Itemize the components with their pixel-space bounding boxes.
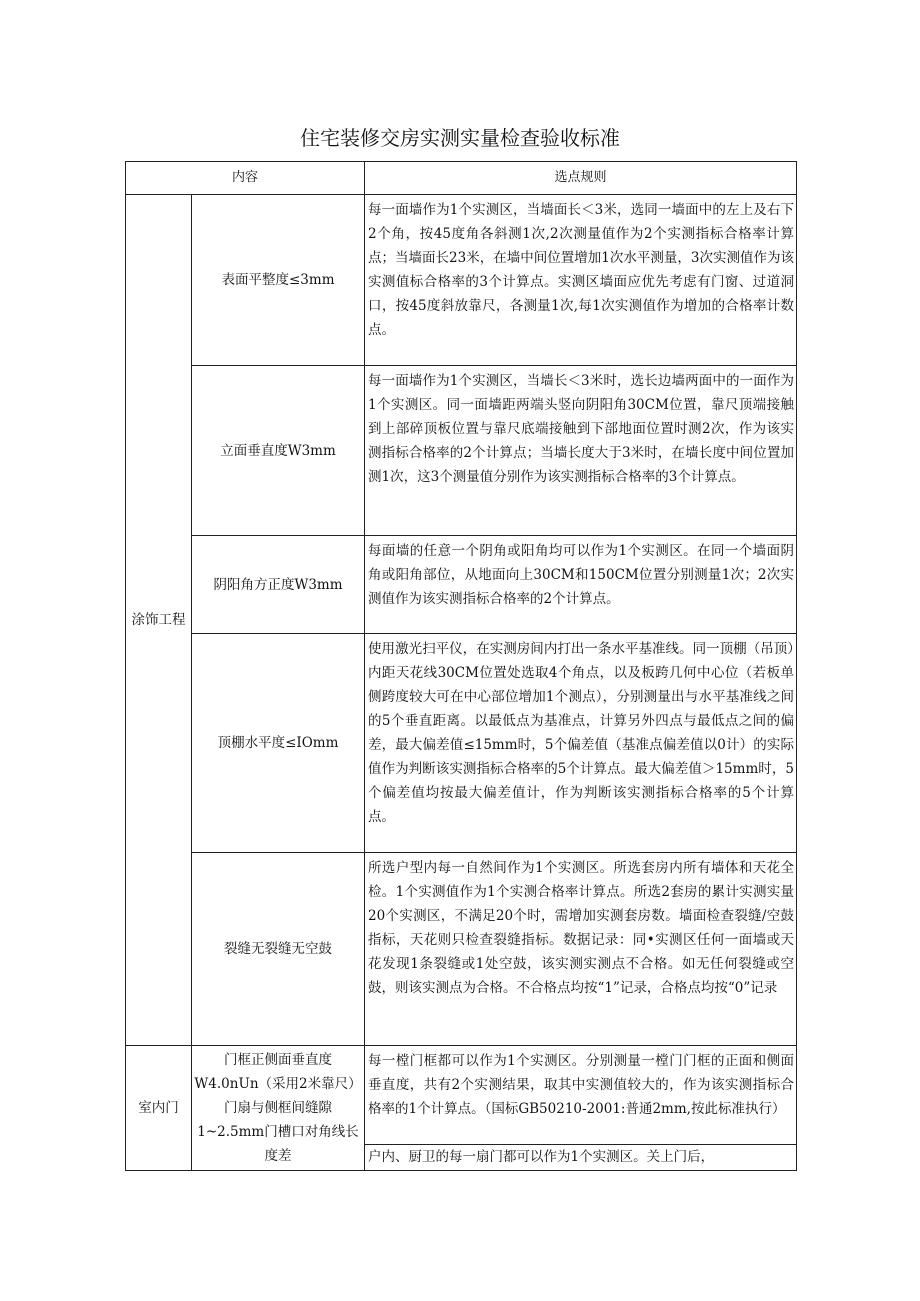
item-cell: 顶棚水平度≤IOmm bbox=[192, 634, 365, 853]
inspection-standards-table bbox=[125, 161, 797, 1171]
rule-cell: 户内、厨卫的每一扇门都可以作为1个实测区。关上门后， bbox=[365, 1145, 797, 1171]
table-row bbox=[126, 1046, 797, 1145]
rule-cell: 每一面墙作为1个实测区，当墙长＜3米时，选长边墙两面中的一面作为1个实测区。同一面墙距两端头竖向阴阳角30CM位置，靠尺顶端接触到上部碎顶板位置与靠尺底端接触到下部地面位置时测2次，作为该实测指标合格率的2个计算点；当墙长度大于3米时，在墙长度中间位置加测1次，这3个测量值分别作为该实测指标合格率的3个计算点。 bbox=[365, 366, 797, 536]
rule-cell: 每面墙的任意一个阴角或阳角均可以作为1个实测区。在同一个墙面阴角或阳角部位，从地面向上30CM和150CM位置分别测量1次；2次实测值作为该实测指标合格率的2个计算点。 bbox=[365, 536, 797, 634]
header-content: 内容 bbox=[126, 162, 365, 195]
item-cell: 阴阳角方正度W3mm bbox=[192, 536, 365, 634]
table-row bbox=[126, 853, 797, 1046]
table-header-row bbox=[126, 162, 797, 195]
rule-cell: 使用激光扫平仪，在实测房间内打出一条水平基准线。同一顶棚（吊顶）内距天花线30CM位置处选取4个角点，以及板跨几何中心位（若板单侧跨度较大可在中心部位增加1个测点），分别测量出与水平基准线之间的5个垂直距离。以最低点为基准点，计算另外四点与最低点之间的偏差，最大偏差值≤15mm时，5个偏差值（基准点偏差值以0计）的实际值作为判断该实测指标合格率的5个计算点。最大偏差值＞15mm时，5个偏差值均按最大偏差值计，作为判断该实测指标合格率的5个计算点。 bbox=[365, 634, 797, 853]
item-cell: 表面平整度≤3mm bbox=[192, 195, 365, 366]
category-cell: 涂饰工程 bbox=[126, 195, 192, 1046]
header-rules: 选点规则 bbox=[365, 162, 797, 195]
category-cell: 室内门 bbox=[126, 1046, 192, 1171]
rule-cell: 每一樘门框都可以作为1个实测区。分别测量一樘门门框的正面和侧面垂直度，共有2个实测结果，取其中实测值较大的，作为该实测指标合格率的1个计算点。（国标GB50210-2001:普通2mm,按此标准执行） bbox=[365, 1046, 797, 1145]
page-title: 住宅装修交房实测实量检查验收标准 bbox=[300, 126, 620, 150]
table-row bbox=[126, 536, 797, 634]
item-cell: 立面垂直度W3mm bbox=[192, 366, 365, 536]
table-row bbox=[126, 366, 797, 536]
item-cell: 门框正侧面垂直度W4.0nUn（采用2米靠尺）门扇与侧框间缝隙1~2.5mm门槽口对角线长度差 bbox=[192, 1046, 365, 1171]
rule-cell: 每一面墙作为1个实测区，当墙面长＜3米，选同一墙面中的左上及右下2个角，按45度角各斜测1次,2次测量值作为2个实测指标合格率计算点；当墙面长23米，在墙中间位置增加1次水平测量，3次实测值作为该实测值标合格率的3个计算点。实测区墙面应优先考虑有门窗、过道洞口，按45度斜放靠尺，各测量1次,每1次实测值作为增加的合格率计数点。 bbox=[365, 195, 797, 366]
item-cell: 裂缝无裂缝无空鼓 bbox=[192, 853, 365, 1046]
table-row bbox=[126, 195, 797, 366]
rule-cell: 所选户型内每一自然间作为1个实测区。所选套房内所有墙体和天花全检。1个实测值作为1个实测合格率计算点。所选2套房的累计实测实量20个实测区，不满足20个时，需增加实测套房数。墙面检查裂缝/空鼓指标，天花则只检查裂缝指标。数据记录：同•实测区任何一面墙或天花发现1条裂缝或1处空鼓，该实测实测点不合格。如无任何裂缝或空鼓，则该实测点为合格。不合格点均按“1”记录，合格点均按“0”记录 bbox=[365, 853, 797, 1046]
table-row bbox=[126, 634, 797, 853]
